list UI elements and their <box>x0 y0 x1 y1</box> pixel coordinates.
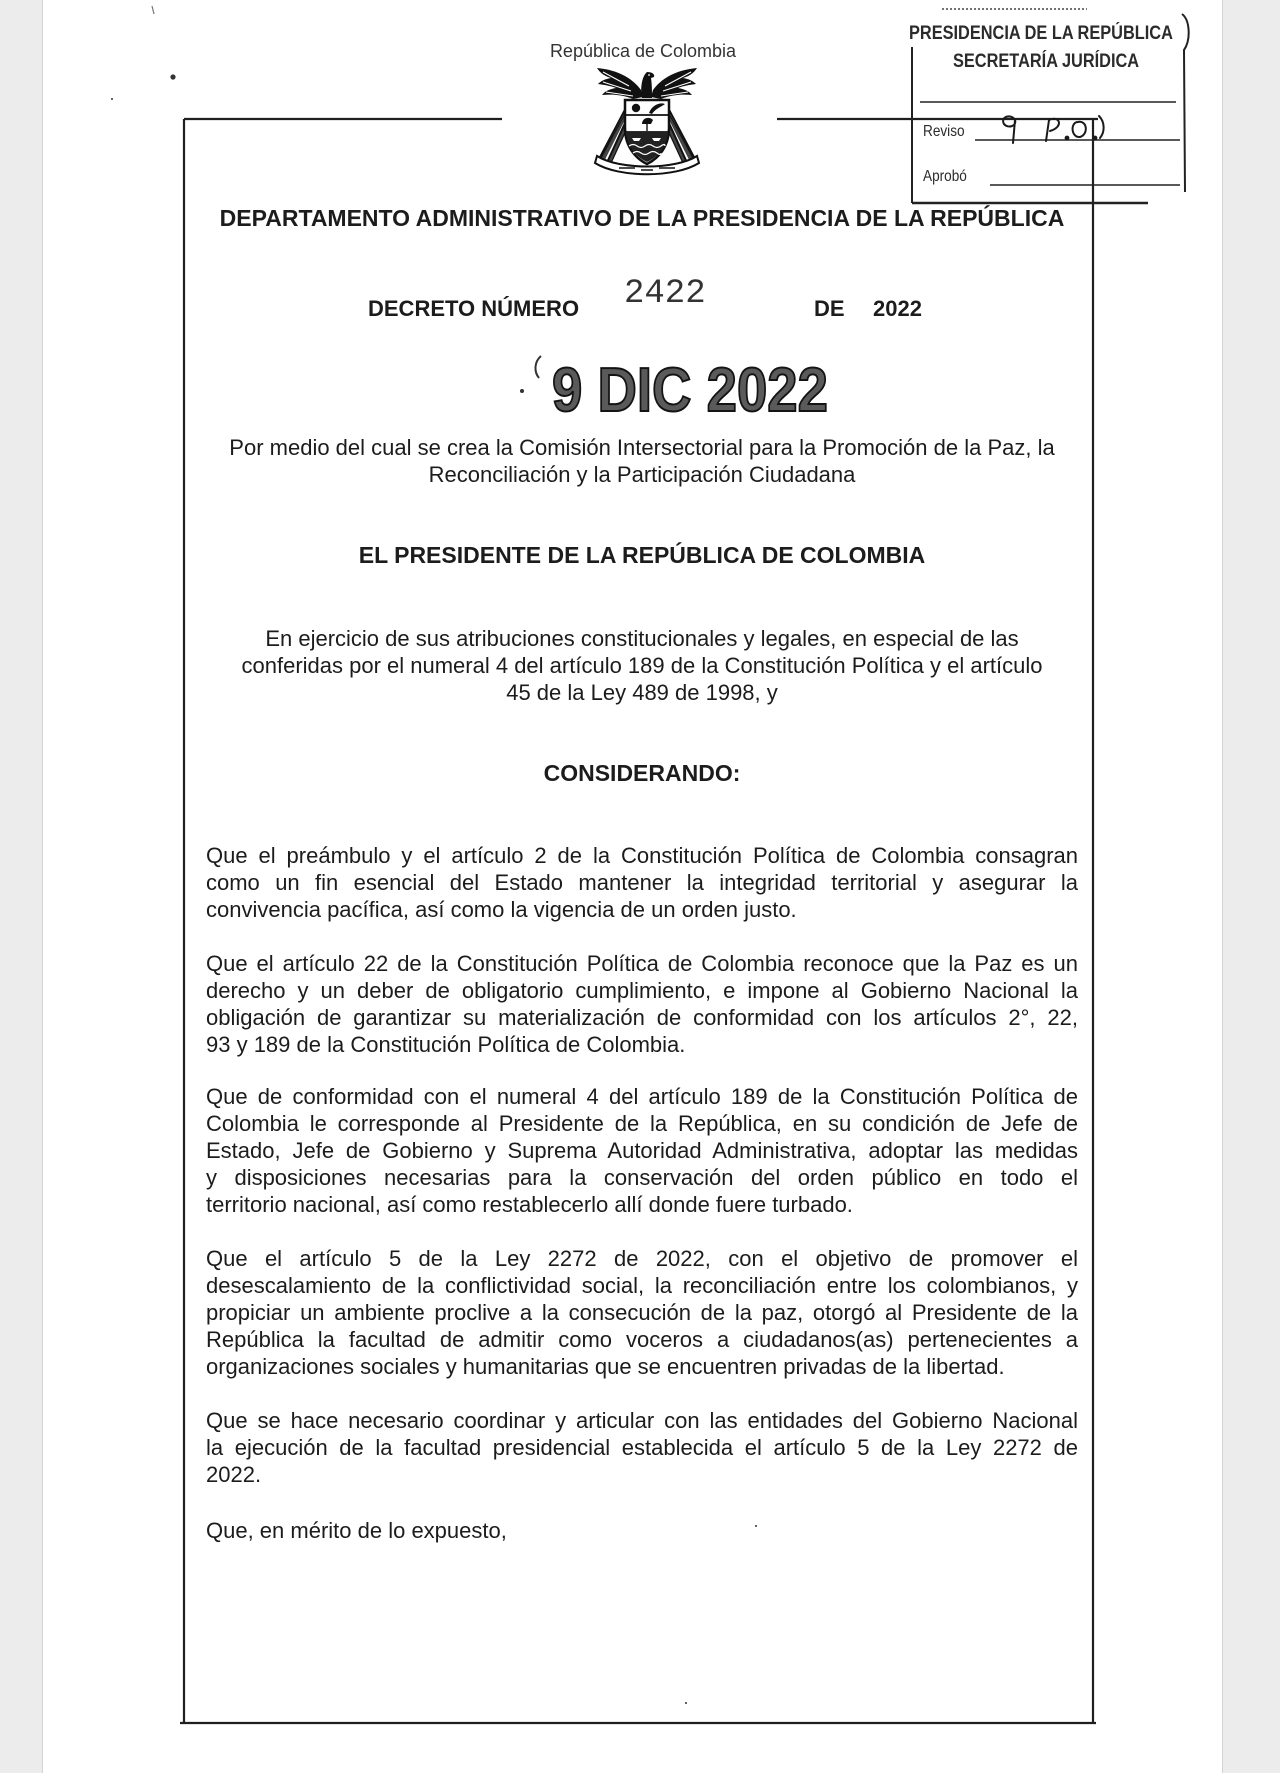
paragraph-line: Estado, Jefe de Gobierno y Suprema Autoridad Administrativa, adoptar las medidas <box>206 1138 1078 1163</box>
paragraph-line: Que se hace necesario coordinar y articular con las entidades del Gobierno Nacional <box>206 1408 1078 1433</box>
decree-title-line: Por medio del cual se crea la Comisión Intersectorial para la Promoción de la Paz, la <box>229 435 1055 460</box>
consideration-paragraph <box>206 950 1078 1058</box>
date-stamp <box>552 356 866 425</box>
closing-block <box>206 1517 1078 1544</box>
condor-icon <box>597 68 697 99</box>
stamp-reviewed <box>923 122 972 142</box>
decree-title-line: Reconciliación y la Participación Ciudadana <box>428 462 856 487</box>
issuer-powers <box>206 625 1078 706</box>
stamp-division-text: SECRETARÍA JURÍDICA <box>953 51 1140 72</box>
paragraph-line: territorio nacional, así como restablecerlo allí donde fuere turbado. <box>206 1192 853 1217</box>
paragraph-line: Que el artículo 5 de la Ley 2272 de 2022, con el objetivo de promover el <box>206 1246 1078 1271</box>
country-label: República de Colombia <box>549 41 737 61</box>
consideration-paragraph <box>206 1245 1078 1380</box>
stamp-office-text: PRESIDENCIA DE LA REPÚBLICA <box>909 23 1173 44</box>
decree-year-prefix: DE <box>814 296 845 321</box>
issuer-block <box>206 542 1078 569</box>
paragraph-line: obligación de garantizar su materialización de conformidad con los artículos 2°, 22, <box>206 1005 1078 1030</box>
stamp-approved <box>923 167 975 187</box>
paragraph-line: República la facultad de admitir como voceros a ciudadanos(as) pertenecientes a <box>206 1327 1078 1352</box>
paragraph-line: 93 y 189 de la Constitución Política de Colombia. <box>206 1032 686 1057</box>
paragraph-line: organizaciones sociales y humanitarias que se encuentren privadas de la libertad. <box>206 1354 1005 1379</box>
issuer-powers-line: En ejercicio de sus atribuciones constitucionales y legales, en especial de las <box>265 626 1019 651</box>
stamp-reviewed-label: Reviso <box>923 123 965 140</box>
issuer-powers-line: conferidas por el numeral 4 del artículo 189 de la Constitución Política y el artículo <box>241 653 1043 678</box>
shield-icon <box>625 100 669 164</box>
paragraph-line: propiciar un ambiente proclive a la consecución de la paz, otorgó al Presidente de la <box>206 1300 1078 1325</box>
paragraph-line: Colombia le corresponde al Presidente de la República, en su condición de Jefe de <box>206 1111 1078 1136</box>
paragraph-line: Que el artículo 22 de la Constitución Política de Colombia reconoce que la Paz es un <box>206 951 1078 976</box>
department-title: DEPARTAMENTO ADMINISTRATIVO DE LA PRESIDENCIA DE LA REPÚBLICA <box>219 205 1065 231</box>
decree-number: 2422 <box>624 275 706 313</box>
paragraph-line: 2022. <box>206 1462 262 1487</box>
consideration-paragraph <box>206 1407 1078 1488</box>
decree-year: 2022 <box>873 296 922 321</box>
paragraph-line: desescalamiento de la conflictividad social, la reconciliación entre los colombianos, y <box>206 1273 1078 1298</box>
paragraph-line: Que de conformidad con el numeral 4 del artículo 189 de la Constitución Política de <box>206 1084 1078 1109</box>
date-stamp-text: 9 DIC 2022 <box>552 356 829 425</box>
paragraph-line: como un fin esencial del Estado mantener la integridad territorial y asegurar la <box>206 870 1078 895</box>
paragraph-line: y disposiciones necesarias para la conservación del orden público en todo el <box>206 1165 1078 1190</box>
paragraph-line: convivencia pacífica, así como la vigencia de un orden justo. <box>206 897 797 922</box>
paragraph-line: derecho y un deber de obligatorio cumplimiento, e impone al Gobierno Nacional la <box>206 978 1078 1003</box>
stamp-division <box>953 50 1169 74</box>
paragraph-line: Que el preámbulo y el artículo 2 de la Constitución Política de Colombia consagran <box>206 843 1078 868</box>
decree-number-label: DECRETO NÚMERO <box>368 296 580 321</box>
coat-of-arms-icon <box>589 62 705 182</box>
stamp-approved-label: Aprobó <box>923 168 967 185</box>
consideration-paragraph <box>206 842 1078 923</box>
paragraph-line: la ejecución de la facultad presidencial establecida el artículo 5 de la Ley 2272 de <box>206 1435 1078 1460</box>
considerations-heading: CONSIDERANDO: <box>543 760 741 786</box>
consideration-paragraph <box>206 1083 1078 1218</box>
issuer-powers-line: 45 de la Ley 489 de 1998, y <box>506 680 778 705</box>
stamp-office <box>909 22 1216 46</box>
considerations-heading-block <box>206 760 1078 787</box>
decree-title <box>206 434 1078 488</box>
closing-line: Que, en mérito de lo expuesto, <box>206 1518 507 1543</box>
issuer-authority: EL PRESIDENTE DE LA REPÚBLICA DE COLOMBIA <box>358 542 926 568</box>
